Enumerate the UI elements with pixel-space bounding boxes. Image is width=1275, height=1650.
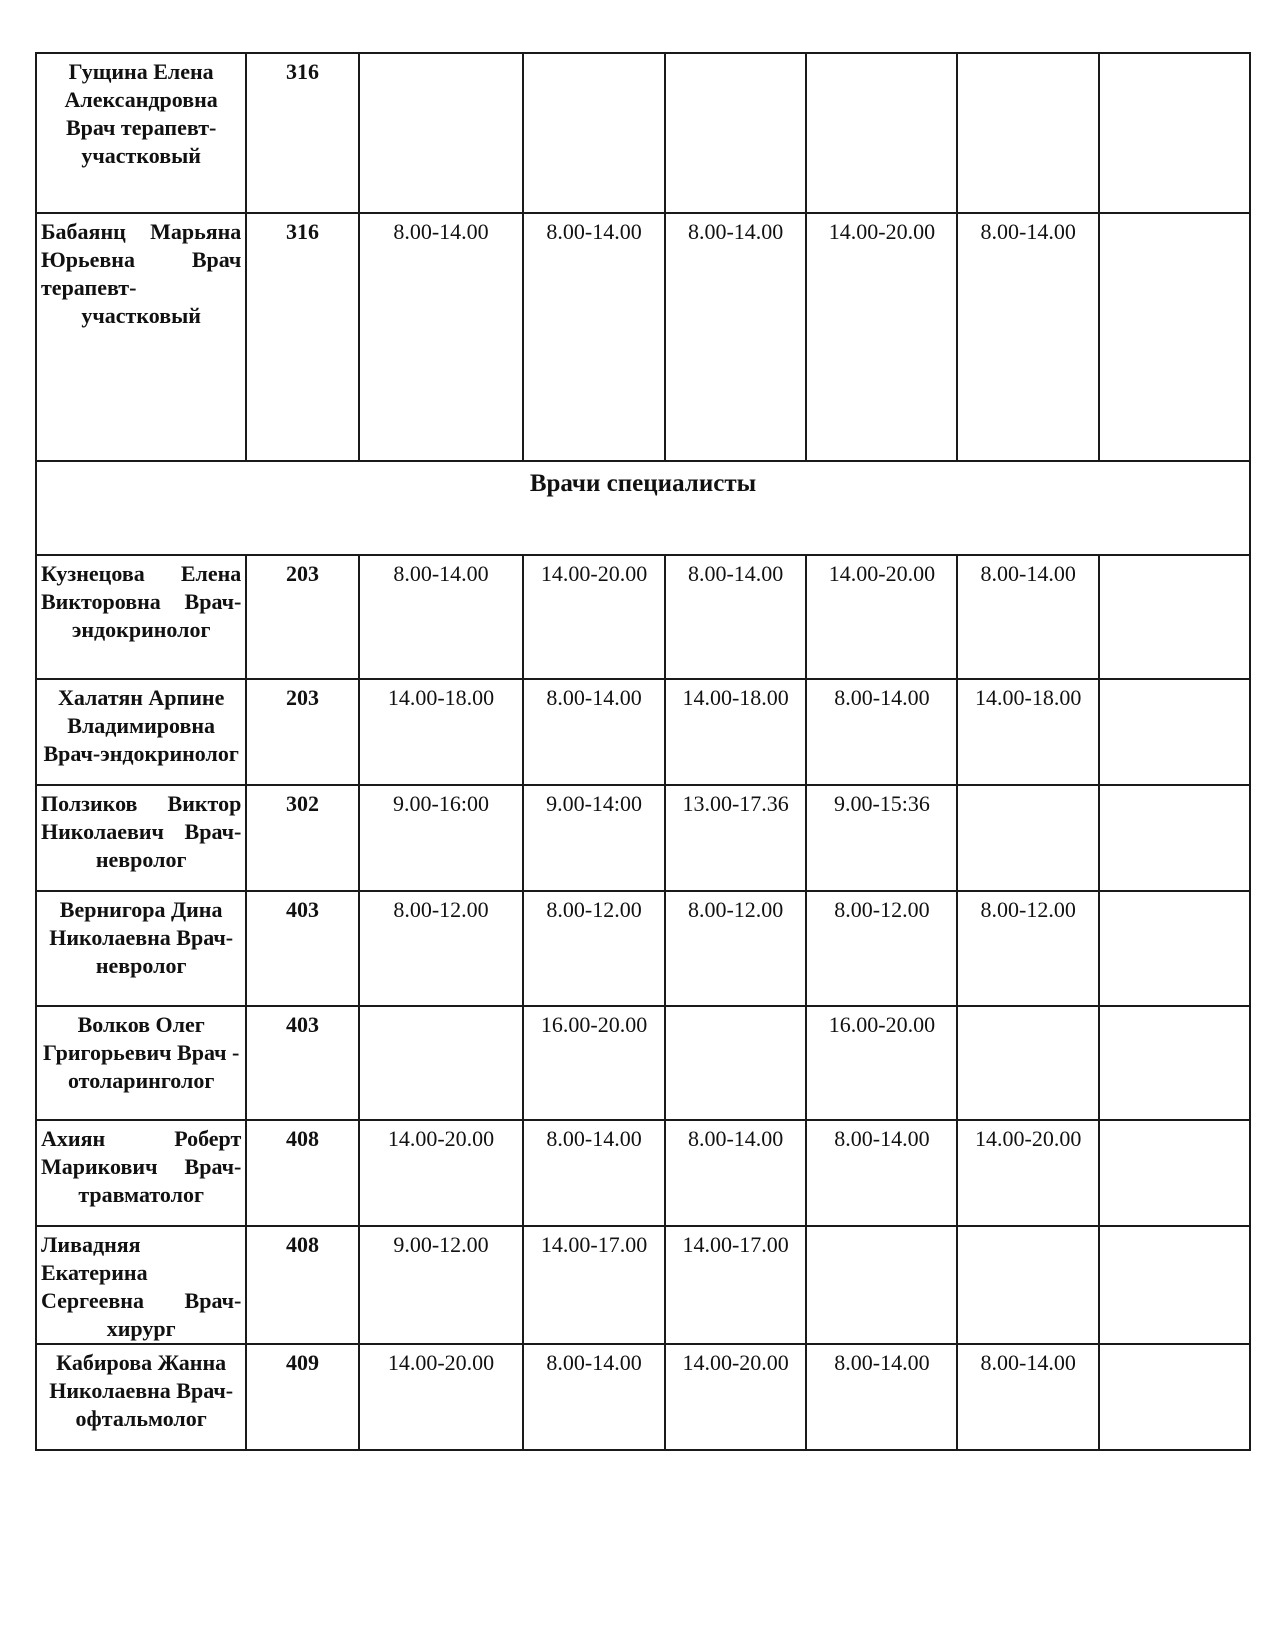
table-row xyxy=(36,555,1250,679)
doctor-name: Гущина Елена Александровна Врач терапевт-участковый xyxy=(36,53,246,213)
time-cell xyxy=(1099,1006,1250,1120)
doctor-name: Ползиков Виктор Николаевич Врач-невролог xyxy=(36,785,246,891)
time-cell xyxy=(957,1226,1099,1344)
time-cell: 8.00-14.00 xyxy=(957,1344,1099,1450)
table-row xyxy=(36,1006,1250,1120)
time-cell xyxy=(1099,1344,1250,1450)
time-cell: 14.00-17.00 xyxy=(665,1226,807,1344)
time-cell: 8.00-12.00 xyxy=(806,891,957,1006)
time-cell: 14.00-20.00 xyxy=(359,1344,524,1450)
time-cell: 8.00-12.00 xyxy=(665,891,807,1006)
time-cell xyxy=(1099,679,1250,785)
time-cell: 8.00-14.00 xyxy=(665,1120,807,1226)
time-cell: 14.00-20.00 xyxy=(523,555,665,679)
time-cell xyxy=(1099,1120,1250,1226)
time-cell: 8.00-14.00 xyxy=(806,1344,957,1450)
time-cell xyxy=(665,53,807,213)
time-cell xyxy=(957,53,1099,213)
table-row xyxy=(36,213,1250,461)
time-cell: 8.00-14.00 xyxy=(523,1120,665,1226)
time-cell: 9.00-14:00 xyxy=(523,785,665,891)
time-cell xyxy=(1099,1226,1250,1344)
room-number: 408 xyxy=(246,1120,358,1226)
time-cell xyxy=(359,53,524,213)
time-cell: 9.00-12.00 xyxy=(359,1226,524,1344)
time-cell xyxy=(359,1006,524,1120)
time-cell xyxy=(1099,555,1250,679)
table-row xyxy=(36,785,1250,891)
room-number: 316 xyxy=(246,213,358,461)
schedule-table xyxy=(35,52,1251,1451)
room-number: 302 xyxy=(246,785,358,891)
table-row xyxy=(36,1226,1250,1344)
time-cell: 14.00-18.00 xyxy=(359,679,524,785)
time-cell: 8.00-14.00 xyxy=(806,1120,957,1226)
time-cell: 8.00-14.00 xyxy=(359,213,524,461)
doctor-name: Бабаянц Марьяна Юрьевна Врач терапевт-участковый xyxy=(36,213,246,461)
time-cell: 8.00-14.00 xyxy=(665,555,807,679)
room-number: 408 xyxy=(246,1226,358,1344)
time-cell: 14.00-20.00 xyxy=(806,555,957,679)
time-cell xyxy=(806,1226,957,1344)
time-cell: 14.00-20.00 xyxy=(665,1344,807,1450)
doctor-name: Ливадняя Екатерина Сергеевна Врач-хирург xyxy=(36,1226,246,1344)
doctor-name: Кузнецова Елена Викторовна Врач-эндокринолог xyxy=(36,555,246,679)
table-row xyxy=(36,1120,1250,1226)
time-cell: 8.00-14.00 xyxy=(523,213,665,461)
room-number: 409 xyxy=(246,1344,358,1450)
time-cell xyxy=(957,1006,1099,1120)
room-number: 403 xyxy=(246,891,358,1006)
table-row xyxy=(36,891,1250,1006)
doctor-name: Волков Олег Григорьевич Врач - отоларинголог xyxy=(36,1006,246,1120)
time-cell: 8.00-14.00 xyxy=(957,555,1099,679)
table-row xyxy=(36,1344,1250,1450)
room-number: 203 xyxy=(246,679,358,785)
time-cell: 14.00-20.00 xyxy=(957,1120,1099,1226)
time-cell xyxy=(523,53,665,213)
room-number: 316 xyxy=(246,53,358,213)
section-title: Врачи специалисты xyxy=(36,461,1250,555)
section-row xyxy=(36,461,1250,555)
time-cell xyxy=(665,1006,807,1120)
time-cell xyxy=(1099,785,1250,891)
time-cell: 14.00-20.00 xyxy=(806,213,957,461)
time-cell xyxy=(1099,891,1250,1006)
time-cell: 9.00-16:00 xyxy=(359,785,524,891)
time-cell xyxy=(957,785,1099,891)
room-number: 203 xyxy=(246,555,358,679)
time-cell: 14.00-17.00 xyxy=(523,1226,665,1344)
time-cell: 14.00-18.00 xyxy=(957,679,1099,785)
time-cell xyxy=(1099,53,1250,213)
time-cell: 14.00-18.00 xyxy=(665,679,807,785)
time-cell xyxy=(1099,213,1250,461)
time-cell: 8.00-12.00 xyxy=(957,891,1099,1006)
time-cell: 14.00-20.00 xyxy=(359,1120,524,1226)
time-cell: 16.00-20.00 xyxy=(806,1006,957,1120)
doctor-name: Ахиян Роберт Марикович Врач-травматолог xyxy=(36,1120,246,1226)
table-row xyxy=(36,53,1250,213)
time-cell: 13.00-17.36 xyxy=(665,785,807,891)
time-cell: 8.00-14.00 xyxy=(806,679,957,785)
room-number: 403 xyxy=(246,1006,358,1120)
time-cell: 8.00-12.00 xyxy=(359,891,524,1006)
time-cell: 8.00-14.00 xyxy=(957,213,1099,461)
time-cell: 8.00-14.00 xyxy=(665,213,807,461)
time-cell: 8.00-12.00 xyxy=(523,891,665,1006)
table-row xyxy=(36,679,1250,785)
doctor-name: Вернигора Дина Николаевна Врач-невролог xyxy=(36,891,246,1006)
doctor-name: Кабирова Жанна Николаевна Врач-офтальмолог xyxy=(36,1344,246,1450)
doctor-name: Халатян Арпине Владимировна Врач-эндокринолог xyxy=(36,679,246,785)
time-cell xyxy=(806,53,957,213)
time-cell: 9.00-15:36 xyxy=(806,785,957,891)
time-cell: 16.00-20.00 xyxy=(523,1006,665,1120)
time-cell: 8.00-14.00 xyxy=(523,679,665,785)
time-cell: 8.00-14.00 xyxy=(359,555,524,679)
time-cell: 8.00-14.00 xyxy=(523,1344,665,1450)
